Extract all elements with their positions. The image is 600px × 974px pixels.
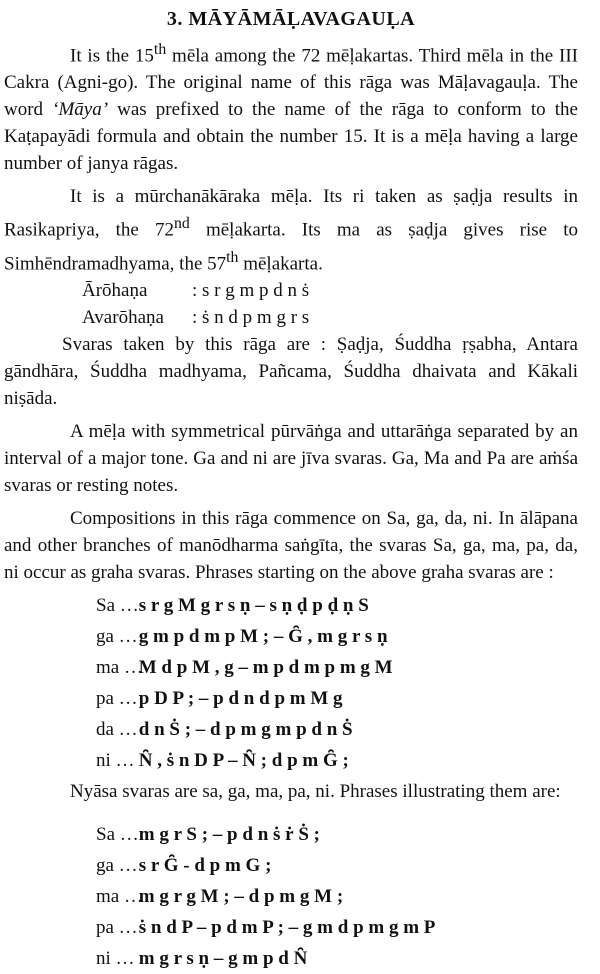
avarohana-label: Avarōhaṇa bbox=[82, 306, 164, 328]
graha-phrases bbox=[4, 590, 578, 776]
phrase-row bbox=[96, 683, 578, 714]
arohana-label: Ārōhaṇa bbox=[82, 279, 148, 301]
paragraph-compositions: Compositions in this rāga commence on Sa, ga, da, ni. In ālāpana and other branches of manōdharma saṅgīta, the svaras Sa, ga, ma, pa, da, ni occur as graha svaras. Phrases starting on the above graha svaras are : bbox=[4, 507, 578, 583]
phrase-text: g m p d m p M ; – G̑̑̑ , m g r s ṇ bbox=[138, 625, 388, 647]
phrase-key: ni … bbox=[96, 947, 135, 969]
phrase-row bbox=[96, 850, 578, 881]
phrase-row bbox=[96, 912, 578, 943]
paragraph-mela: A mēḷa with symmetrical pūrvāṅga and uttarāṅga separated by an interval of a major tone. Ga and ni are jīva svaras. Ga, Ma and Pa are aṁśa svaras or resting notes. bbox=[4, 420, 578, 496]
phrase-text: d n Ṡ ; – d p m g m p d n Ṡ bbox=[138, 718, 353, 740]
phrase-key: Sa … bbox=[96, 823, 139, 845]
paragraph-svaras: Svaras taken by this rāga are : Ṣaḍja, Śuddha ṛṣabha, Antara gāndhāra, Śuddha madhyama, Pañcama, Śuddha dhaivata and Kākali niṣāda. bbox=[4, 333, 578, 409]
phrase-row bbox=[96, 652, 578, 683]
phrase-key: ni … bbox=[96, 749, 135, 771]
phrase-key: Sa … bbox=[96, 594, 139, 616]
phrase-row bbox=[96, 590, 578, 621]
phrase-key: ga … bbox=[96, 854, 138, 876]
phrase-row bbox=[96, 881, 578, 912]
avarohana-value: : ṡ n d p m g r s bbox=[192, 306, 310, 328]
avarohana-line bbox=[4, 304, 578, 331]
text: was prefixed to the name of the rāga to conform to the Kaṭapayādi formula and obtain the number 15. It is a mēḷa having a large number of janya rāgas. bbox=[4, 99, 578, 175]
phrase-row bbox=[96, 745, 578, 776]
superscript: th bbox=[226, 248, 239, 266]
phrase-key: da … bbox=[96, 718, 138, 740]
phrase-text: s r g M g r s ṇ – s ṇ ḍ p ḍ ṇ S bbox=[138, 594, 369, 616]
paragraph-intro bbox=[4, 36, 578, 177]
text: mēla among the 72 mēḷakartas. Third mēla in the III Cakra (Agni-go). The original name of this rāga was Māḷavagauḷa. The word bbox=[4, 45, 578, 121]
phrase-text: s r G̑̑̑ - d p m G ; bbox=[138, 854, 272, 876]
superscript: th bbox=[153, 41, 167, 58]
phrase-text: N̑̑̑ , ṡ n D P – N̑̑̑ ; d p m G̑̑̑ ; bbox=[138, 749, 349, 771]
nyasa-phrases bbox=[4, 819, 578, 974]
arohana-value: : s r g m p d n ṡ bbox=[192, 279, 310, 301]
phrase-row bbox=[96, 819, 578, 850]
phrase-text: m g r S ; – p d n ṡ ṙ Ṡ ; bbox=[138, 823, 320, 845]
phrase-text: p D P ; – p d n d p m M g bbox=[138, 687, 343, 709]
section-title: 3. MĀYĀMĀḶAVAGAUḶA bbox=[166, 8, 416, 30]
phrase-row bbox=[96, 943, 578, 974]
phrase-key: pa … bbox=[96, 687, 138, 709]
text: It is a mūrchanākāraka mēḷa. Its ri taken as ṣaḍja results in Rasikapriya, the 72 bbox=[4, 186, 578, 241]
paragraph-nyasa: Nyāsa svaras are sa, ga, ma, pa, ni. Phrases illustrating them are: bbox=[70, 780, 561, 802]
phrase-key: ga … bbox=[96, 625, 138, 647]
phrase-key: ma … bbox=[96, 885, 143, 907]
phrase-text: m g r s ṇ – g m p d N̑̑̑ bbox=[138, 947, 308, 969]
spacer bbox=[4, 805, 578, 815]
phrase-text: M d p M , g – m p d m p m g M bbox=[138, 656, 393, 678]
phrase-text: m g r g M ; – d p m g M ; bbox=[138, 885, 344, 907]
phrase-row bbox=[96, 621, 578, 652]
italic-term: ‘Māya’ bbox=[52, 99, 109, 121]
phrase-row bbox=[96, 714, 578, 745]
superscript: nd bbox=[174, 215, 190, 233]
paragraph-murchana bbox=[4, 183, 578, 277]
text: mēḷakarta. Its ma as ṣaḍja gives rise to Simhēndramadhyama, the 57 bbox=[4, 219, 578, 274]
phrase-text: ṡ n d P – p d m P ; – g m d p m g m P bbox=[138, 916, 436, 938]
arohana-line bbox=[4, 277, 578, 304]
text: It is the 15 bbox=[70, 45, 154, 67]
phrase-key: pa … bbox=[96, 916, 138, 938]
phrase-key: ma … bbox=[96, 656, 143, 678]
text: mēḷakarta. bbox=[238, 252, 323, 274]
